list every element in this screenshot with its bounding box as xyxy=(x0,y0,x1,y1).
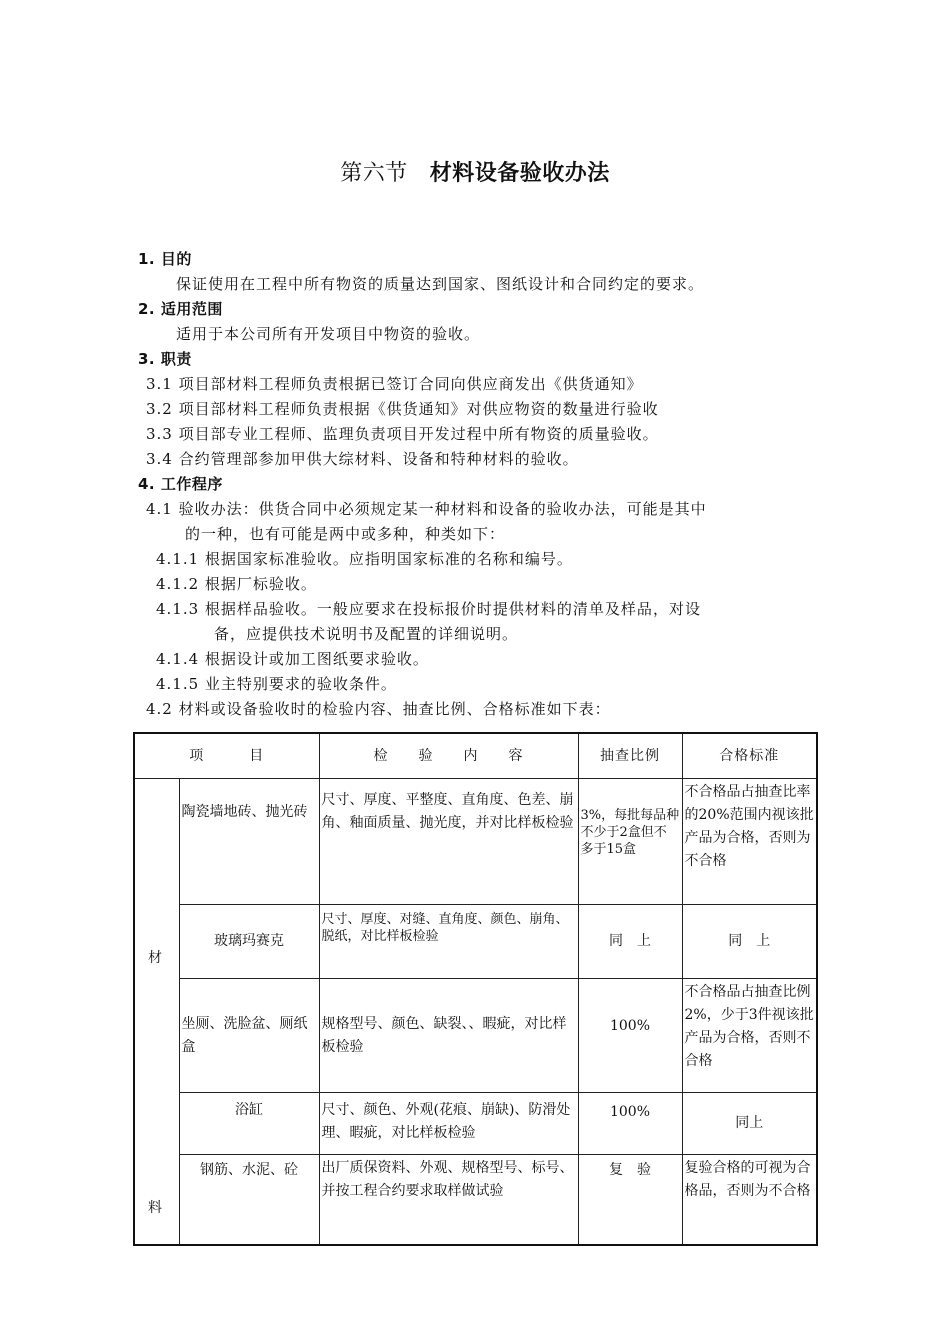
item-cell: 坐厕、洗脸盆、厕纸盒 xyxy=(179,979,319,1093)
responsibility-item: 3.2 项目部材料工程师负责根据《供货通知》对供应物资的数量进行验收 xyxy=(146,400,659,418)
table-row xyxy=(134,1093,817,1155)
content-cell: 尺寸、厚度、平整度、直角度、色差、崩角、釉面质量、抛光度，并对比样板检验 xyxy=(319,779,578,905)
ratio-cell: 3%，每批每品种不少于2盒但不多于15盒 xyxy=(578,779,682,905)
heading-procedure: 4. 工作程序 xyxy=(138,475,223,493)
page-title xyxy=(0,156,950,187)
heading-scope: 2. 适用范围 xyxy=(138,300,223,318)
content-cell: 尺寸、颜色、外观(花痕、崩缺)、防滑处理、暇疵，对比样板检验 xyxy=(319,1093,578,1155)
table-row xyxy=(134,1155,817,1245)
standard-cell: 不合格品占抽查比例2%，少于3件视该批产品为合格，否则不合格 xyxy=(682,979,817,1093)
standard-cell: 复验合格的可视为合格品，否则为不合格 xyxy=(682,1155,817,1245)
header-item: 项 目 xyxy=(134,733,319,779)
category-char-bottom: 料 xyxy=(148,1200,162,1216)
category-char-top: 材 xyxy=(148,950,162,966)
header-content: 检 验 内 容 xyxy=(319,733,578,779)
ratio-cell: 100% xyxy=(578,1093,682,1155)
table-row xyxy=(134,779,817,905)
standard-cell: 不合格品占抽查比率的20%范围内视该批产品为合格，否则为不合格 xyxy=(682,779,817,905)
procedure-4-1-line1: 4.1 验收办法：供货合同中必须规定某一种材料和设备的验收办法，可能是其中 xyxy=(146,500,707,518)
heading-purpose: 1. 目的 xyxy=(138,250,192,268)
procedure-4-1-line2: 的一种，也有可能是两中或多种，种类如下： xyxy=(185,525,506,543)
header-standard: 合格标准 xyxy=(682,733,817,779)
procedure-4-1-5: 4.1.5 业主特别要求的验收条件。 xyxy=(156,675,397,693)
table-row xyxy=(134,905,817,979)
procedure-4-1-1: 4.1.1 根据国家标准验收。应指明国家标准的名称和编号。 xyxy=(156,550,573,568)
item-cell: 陶瓷墙地砖、抛光砖 xyxy=(179,779,319,905)
table-row xyxy=(134,979,817,1093)
purpose-text: 保证使用在工程中所有物资的质量达到国家、图纸设计和合同约定的要求。 xyxy=(176,275,705,293)
ratio-cell: 复 验 xyxy=(578,1155,682,1245)
responsibility-item: 3.4 合约管理部参加甲供大综材料、设备和特种材料的验收。 xyxy=(146,450,579,468)
scope-text: 适用于本公司所有开发项目中物资的验收。 xyxy=(176,325,481,343)
procedure-4-1-3-line1: 4.1.3 根据样品验收。一般应要求在投标报价时提供材料的清单及样品，对设 xyxy=(156,600,701,618)
section-name: 材料设备验收办法 xyxy=(429,161,610,186)
item-cell: 钢筋、水泥、砼 xyxy=(179,1155,319,1245)
procedure-4-2: 4.2 材料或设备验收时的检验内容、抽查比例、合格标准如下表： xyxy=(146,700,611,718)
procedure-4-1-2: 4.1.2 根据厂标验收。 xyxy=(156,575,317,593)
ratio-cell: 100% xyxy=(578,979,682,1093)
responsibility-item: 3.3 项目部专业工程师、监理负责项目开发过程中所有物资的质量验收。 xyxy=(146,425,659,443)
standard-cell: 同上 xyxy=(682,1093,817,1155)
section-number: 第六节 xyxy=(340,161,408,186)
ratio-cell: 同 上 xyxy=(578,905,682,979)
item-cell: 玻璃玛赛克 xyxy=(179,905,319,979)
item-cell: 浴缸 xyxy=(179,1093,319,1155)
standard-cell: 同 上 xyxy=(682,905,817,979)
procedure-4-1-3-line2: 备，应提供技术说明书及配置的详细说明。 xyxy=(214,625,519,643)
content-cell: 出厂质保资料、外观、规格型号、标号、并按工程合约要求取样做试验 xyxy=(319,1155,578,1245)
category-cell xyxy=(134,779,179,1245)
inspection-table xyxy=(133,732,818,1246)
content-cell: 尺寸、厚度、对缝、直角度、颜色、崩角、脱纸，对比样板检验 xyxy=(319,905,578,979)
procedure-4-1-4: 4.1.4 根据设计或加工图纸要求验收。 xyxy=(156,650,429,668)
responsibility-item: 3.1 项目部材料工程师负责根据已签订合同向供应商发出《供货通知》 xyxy=(146,375,643,393)
heading-responsibilities: 3. 职责 xyxy=(138,350,192,368)
table-header-row xyxy=(134,733,817,779)
content-cell: 规格型号、颜色、缺裂、、暇疵，对比样板检验 xyxy=(319,979,578,1093)
header-ratio: 抽查比例 xyxy=(578,733,682,779)
